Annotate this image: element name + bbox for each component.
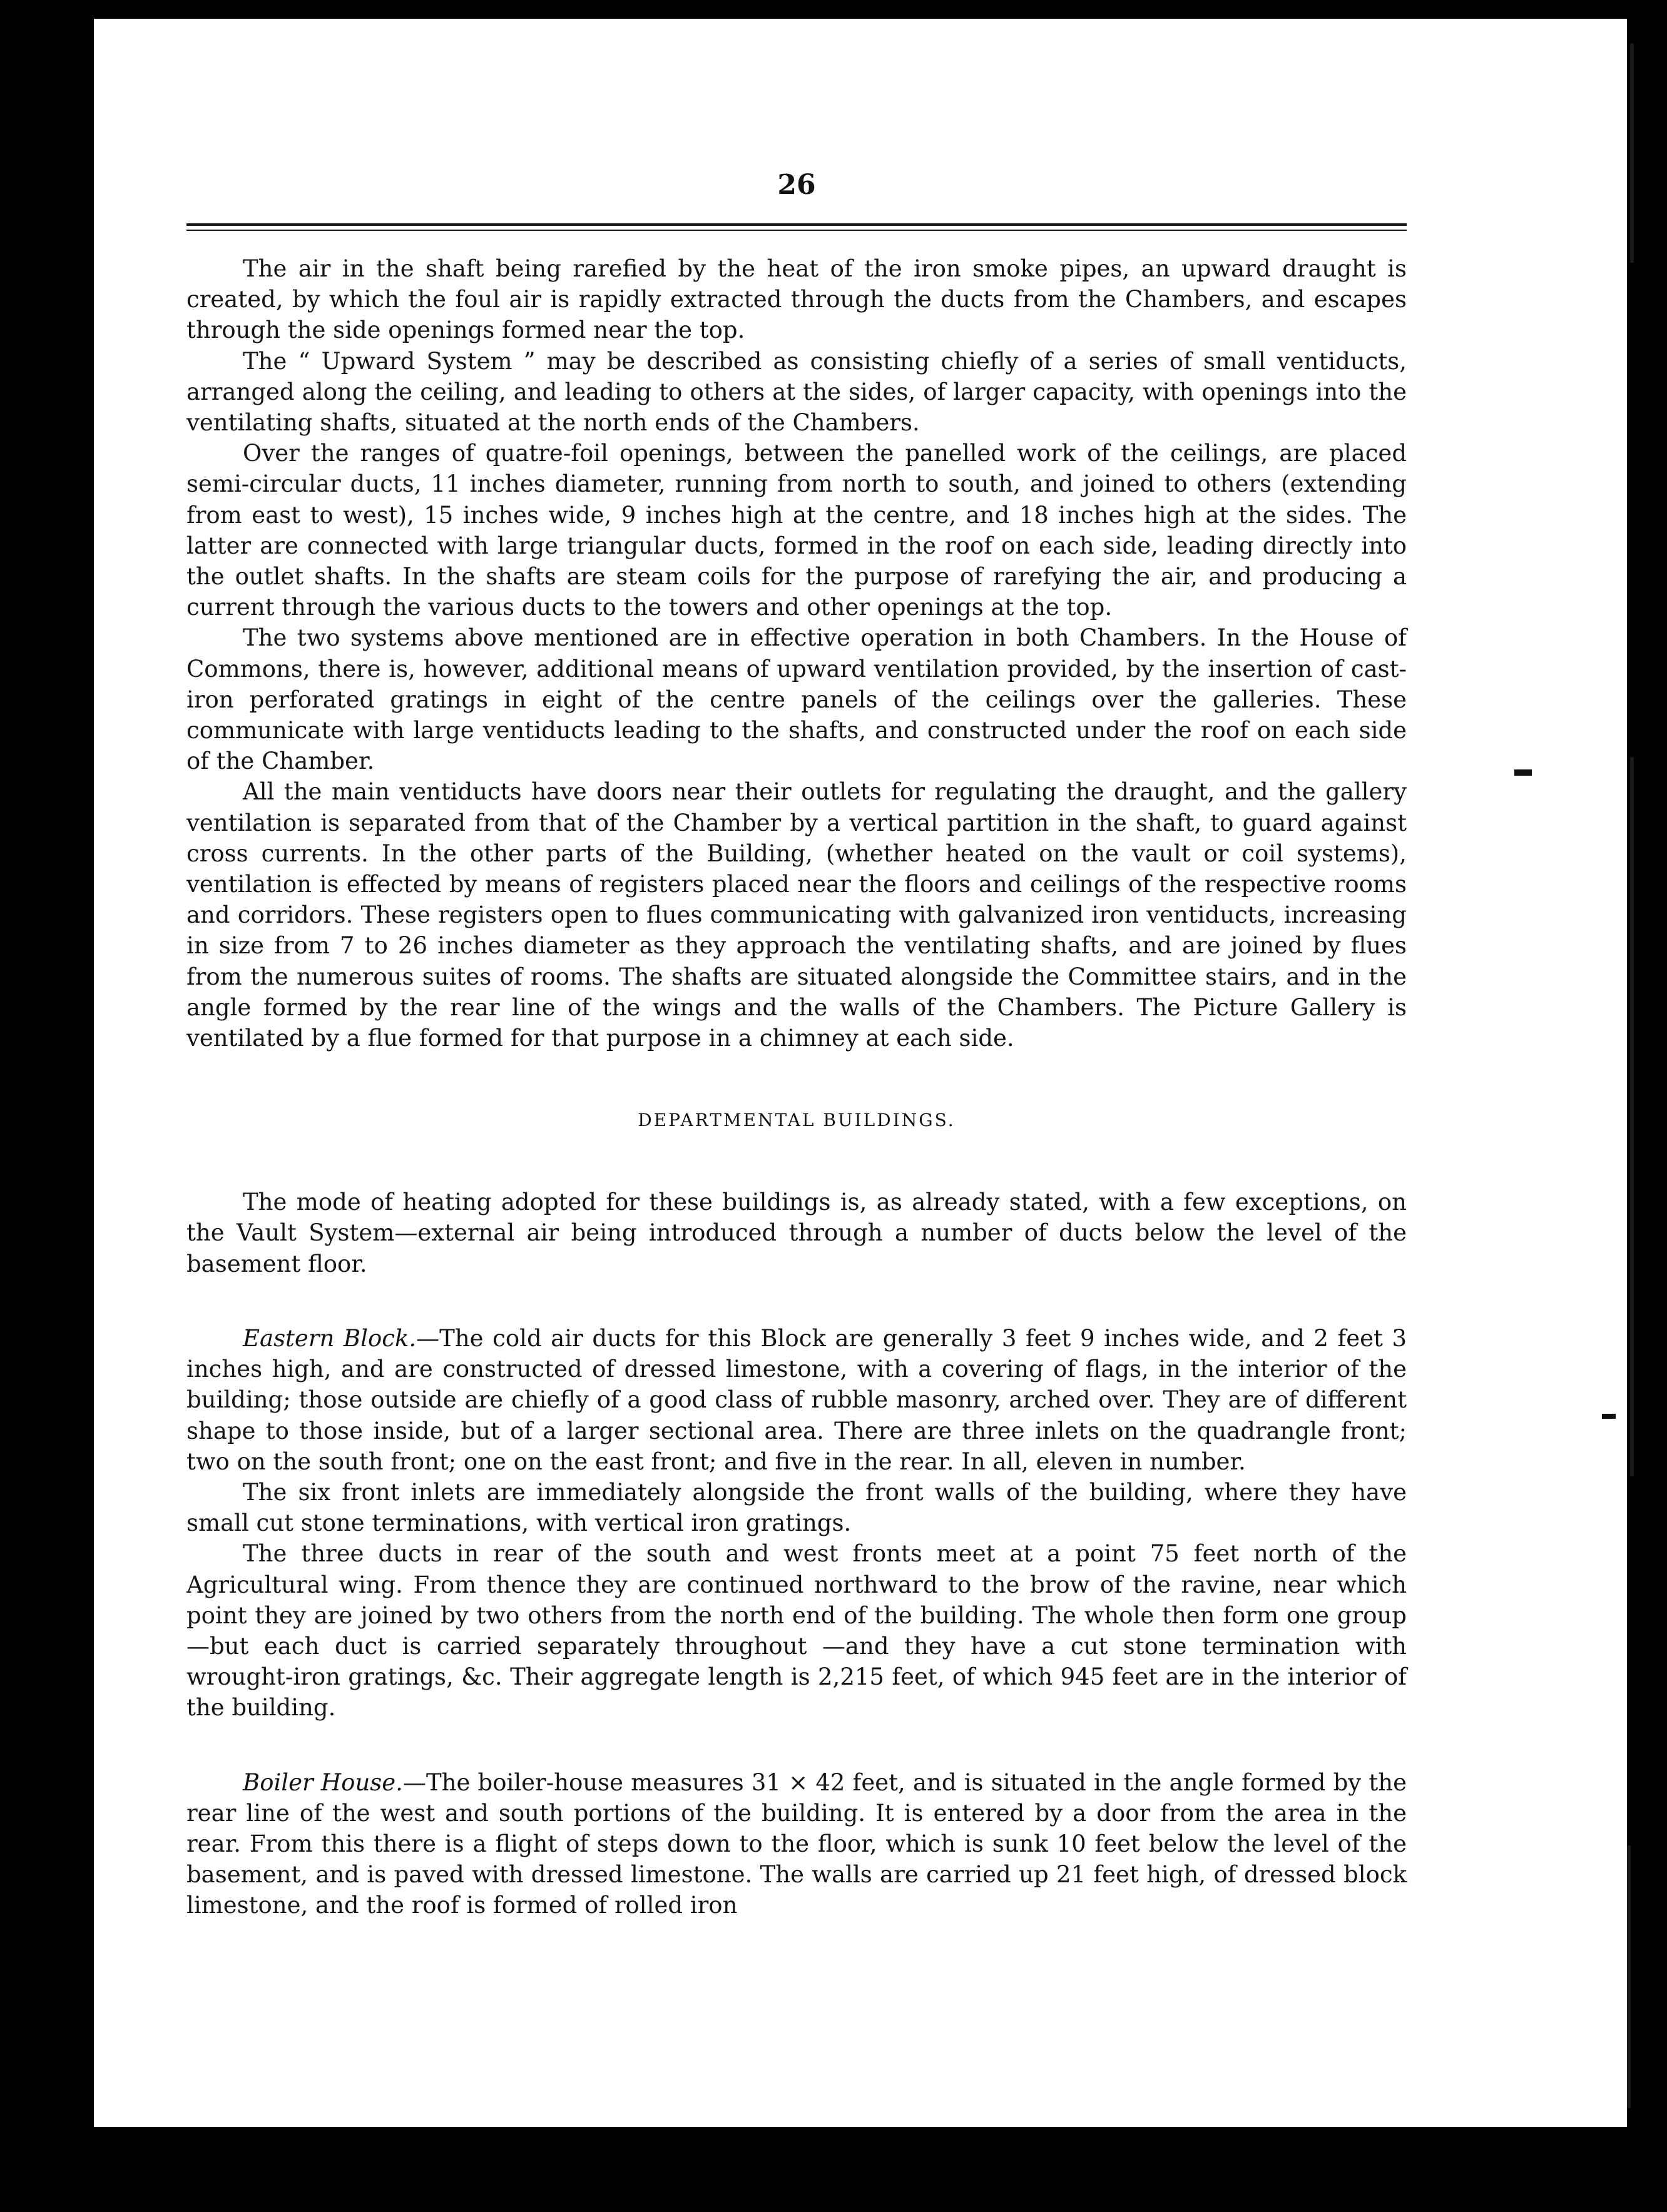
paragraph: The mode of heating adopted for these buildings is, as already stated, with a few exceptions, on the Vault System—external air being introduced through a number of ducts below the level of the basement floor.	[186, 1189, 1407, 1277]
scan-edge-bottom	[0, 2127, 1667, 2212]
spacer	[186, 1723, 1407, 1767]
paragraph-eastern-block	[186, 1323, 1407, 1477]
margin-rule	[1630, 757, 1634, 1476]
spacer	[186, 1279, 1407, 1323]
paragraph: All the main ventiducts have doors near their outlets for regulating the draught, and the gallery ventilation is separated from that of the Chamber by a vertical partition in the shaft, to guard against cross currents. In the other parts of the Building, (whether heated on the vault or coil systems), ventilation is effected by means of registers placed near the floors and ceilings of the respective rooms and corridors. These registers open to flues communicating with galvanized iron ventiducts, increasing in size from 7 to 26 inches diameter as they approach the ventilating shafts, and are joined by flues from the numerous suites of rooms. The shafts are situated alongside the Committee stairs, and in the angle formed by the rear line of the wings and the walls of the Chambers. The Picture Gallery is ventilated by a flue formed for that purpose in a chimney at each side.	[186, 778, 1407, 1052]
page-number: 26	[777, 169, 816, 201]
section-heading: DEPARTMENTAL BUILDINGS.	[638, 1110, 956, 1131]
scan-speck	[1602, 1414, 1616, 1419]
paragraph-text: —The boiler-house measures 31 × 42 feet, and is situated in the angle formed by the rear line of the west and south portions of the building. It is entered by a door from the area in the rear. From this there is a flight of steps down to the floor, which is sunk 10 feet below the level of the basement, and is paved with dressed limestone. The walls are carried up 21 feet high, of dressed block limestone, and the roof is formed of rolled iron	[186, 1768, 1407, 1919]
paragraph: Over the ranges of quatre-foil openings, between the panelled work of the ceilings, are placed semi-circular ducts, 11 inches diameter, running from north to south, and joined to others (extending from east to west), 15 inches wide, 9 inches high at the centre, and 18 inches high at the sides. The latter are connected with large triangular ducts, formed in the roof on each side, leading directly into the outlet shafts. In the shafts are steam coils for the purpose of rarefying the air, and producing a current through the various ducts to the towers and other openings at the top.	[186, 440, 1407, 621]
paragraph-boiler-house	[186, 1767, 1407, 1921]
paragraph: The three ducts in rear of the south and west fronts meet at a point 75 feet north of the Agricultural wing. From thence they are continued northward to the brow of the ravine, near which point they are joined by two others from the north end of the building. The whole then form one group—but each duct is carried separately throughout —and they have a cut stone termination with wrought-iron gratings, &c. Their aggregate length is 2,215 feet, of which 945 feet are in the interior of the building.	[186, 1540, 1407, 1722]
scan-speck	[1514, 769, 1532, 776]
paragraph-text: —The cold air ducts for this Block are generally 3 feet 9 inches wide, and 2 feet 3 inches high, and are constructed of dressed limestone, with a covering of flags, in the interior of the building; those outside are chiefly of a good class of rubble masonry, arched over. They are of different shape to those inside, but of a larger sectional area. There are three inlets on the quadrangle front; two on the south front; one on the east front; and five in the rear. In all, eleven in number.	[186, 1324, 1407, 1475]
paragraph: The two systems above mentioned are in effective operation in both Chambers. In the House of Commons, there is, however, additional means of upward ventilation provided, by the insertion of cast-iron perforated gratings in eight of the centre panels of the ceilings over the galleries. These communicate with large ventiducts leading to the shafts, and constructed under the roof on each side of the Chamber.	[186, 624, 1407, 775]
document-body	[186, 156, 1407, 1921]
paragraph: The “ Upward System ” may be described as consisting chiefly of a series of small ventiducts, arranged along the ceiling, and leading to others at the sides, of larger capacity, with openings into the ventilating shafts, situated at the north ends of the Chambers.	[186, 347, 1407, 437]
margin-rule	[1627, 1845, 1631, 2108]
margin-rule	[1630, 44, 1634, 263]
paragraph: The air in the shaft being rarefied by the heat of the iron smoke pipes, an upward draught is created, by which the foul air is rapidly extracted through the ducts from the Chambers, and escapes through the side openings formed near the top.	[186, 255, 1407, 344]
paragraph: The six front inlets are immediately alongside the front walls of the building, where they have small cut stone terminations, with vertical iron gratings.	[186, 1478, 1407, 1537]
subsection-label: Eastern Block.	[243, 1324, 417, 1352]
subsection-label: Boiler House.	[243, 1768, 403, 1796]
header-rule	[186, 223, 1407, 231]
scan-edge-left	[0, 0, 94, 2212]
